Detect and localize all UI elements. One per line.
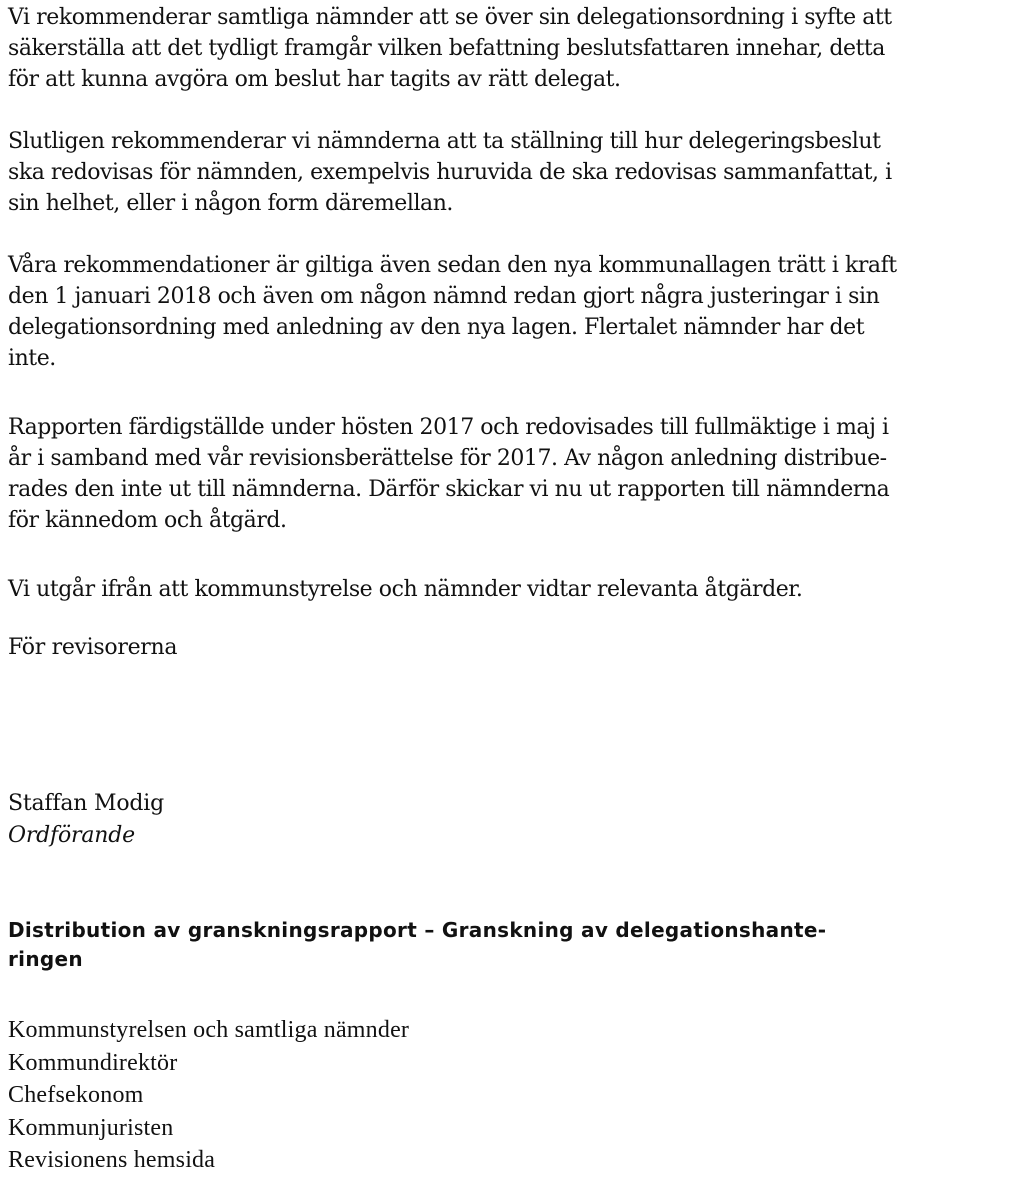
- list-item: Chefsekonom: [8, 1082, 144, 1108]
- list-item: Revisionens hemsida: [8, 1147, 216, 1173]
- signatory-name: Staffan Modig: [8, 791, 164, 816]
- list-item: Kommunjuristen: [8, 1114, 174, 1141]
- distribution-list: [8, 1014, 409, 1177]
- validity-paragraph: Våra rekommendationer är giltiga även sedan den nya kommunallagen trätt i kraft den 1 januari 2018 och även om någon nämnd redan gjort några justeringar i sin delegationsordning med anledning av den nya lagen. Flertalet nämnder har det inte.: [8, 253, 897, 371]
- list-item: Kommundirektör: [8, 1049, 178, 1076]
- closing-line: För revisorerna: [8, 635, 178, 660]
- report-history-paragraph: Rapporten färdigställde under hösten 2017 och redovisades till fullmäktige i maj i år i samband med vår revisionsberättelse för 2017. Av någon anledning distribue- rades den inte ut till nämnderna. Därför skickar vi nu ut rapporten till nämnderna för kännedom och åtgärd.: [8, 415, 890, 533]
- expectation-paragraph: Vi utgår ifrån att kommunstyrelse och nämnder vidtar relevanta åtgärder.: [8, 577, 803, 602]
- recommendation-paragraph: Vi rekommenderar samtliga nämnder att se över sin delegationsordning i syfte att säkerställa att det tydligt framgår vilken befattning beslutsfattaren innehar, detta för att kunna avgöra om beslut har tagits av rätt delegat.: [8, 5, 892, 92]
- signatory-title: Ordförande: [8, 823, 135, 848]
- distribution-heading: Distribution av granskningsrapport – Granskning av delegationshante- ringen: [8, 918, 827, 971]
- reporting-paragraph: Slutligen rekommenderar vi nämnderna att ta ställning till hur delegeringsbeslut ska redovisas för nämnden, exempelvis huruvida de ska redovisas sammanfattat, i sin helhet, eller i någon form däremellan.: [8, 129, 892, 216]
- list-item: Kommunstyrelsen och samtliga nämnder: [8, 1017, 410, 1043]
